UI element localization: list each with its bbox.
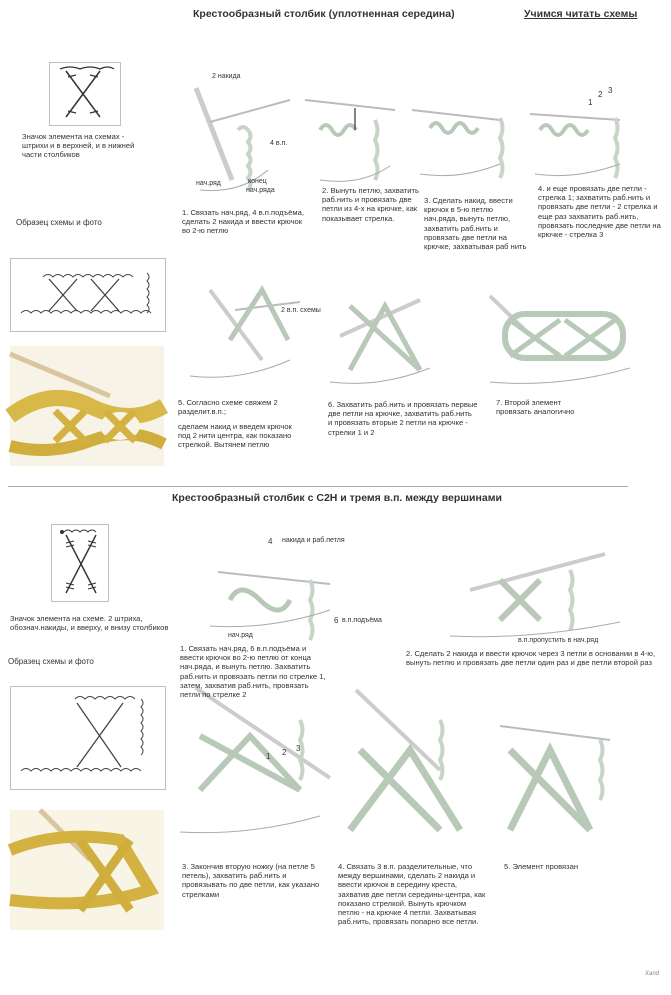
step-1-7: 7. Второй элемент провязать аналогично: [496, 398, 575, 417]
step-2-2: 2. Сделать 2 накида и ввести крючок через 3 петли в основании в 4-ю, вынуть петлю и провязать две петли один раз и две петли второй раз: [406, 649, 656, 668]
step-1-5b: сделаем накид и введем крючок под 2 нити центра, как показано стрелкой. Вытянем петлю: [178, 422, 292, 450]
step-1-2: 2. Вынуть петлю, захватить раб.нить и провязать две петли из 4-х на крючке, как показывает стрелка.: [322, 186, 419, 223]
label-skip-ch: в.п.пропустить в нач.ряд: [518, 637, 599, 644]
arrow-label-3: 3: [608, 86, 613, 95]
step-2-4: 4. Связать 3 в.п. разделительные, что между вершинами, сделать 2 накида и ввести крючок в середину креста, захватив две петли середины-центра, как показано стрелкой. Вынуть крючком петлю - на крючке 4 петли. Захватывая раб.нить, провязать попарно все петли.: [338, 862, 486, 927]
author-signature: Xand: [645, 971, 660, 977]
arrow-label-4: 4: [268, 537, 273, 546]
arrow-label-s2-3: 3: [296, 744, 301, 753]
arrow-label-s2-2: 2: [282, 748, 287, 757]
step-2-5: 5. Элемент провязан: [504, 862, 579, 871]
section1-title: Крестообразный столбик (уплотненная середина): [193, 8, 455, 20]
steps-illustrations-row1: [0, 70, 671, 270]
sample-caption-1: Образец схемы и фото: [16, 218, 102, 227]
sample-photo-1: [10, 346, 164, 466]
section-divider: [8, 486, 628, 487]
symbol-caption-2: Значок элемента на схеме. 2 штриха, обознач.накиды, и вверху, и внизу столбиков: [10, 614, 169, 633]
step-1-5: 5. Согласно схеме свяжем 2 разделит.в.п.;: [178, 398, 278, 417]
learn-schemes-link[interactable]: Учимся читать схемы: [524, 8, 638, 20]
step-2-1: 1. Связать нач.ряд, 6 в.п.подъёма и ввести крючок во 2-ю петлю от конца нач.ряда, и вынуть петлю. Захватить раб.нить и провязать петли по стрелке 1, затем, захватив раб.нить, провязать петли по стрелке 2: [180, 644, 326, 700]
arrow-label-6: 6: [334, 616, 339, 625]
label-two-ch-scheme: 2 в.п. схемы: [281, 307, 321, 314]
label-six-ch: в.п.подъёма: [342, 617, 382, 624]
step-1-1: 1. Связать нач.ряд, 4 в.п.подъёма, сделать 2 накида и ввести крючок во 2-ю петлю: [182, 208, 304, 236]
step-1-6: 6. Захватить раб.нить и провязать первые две петли на крючке, захватить раб.нить и провязать вторые 2 петли на крючке - стрелки 1 и 2: [328, 400, 478, 437]
step-2-3: 3. Закончив вторую ножку (на петле 5 петель), захватить раб.нить и провязывать по две петли, как указано стрелками: [182, 862, 320, 899]
steps-illustrations-row2: [0, 540, 671, 940]
sample-caption-2: Образец схемы и фото: [8, 657, 94, 666]
label-start-row: нач.ряд: [196, 180, 221, 187]
step-1-4: 4. и еще провязать две петли - стрелка 1; захватить раб.нить и провязать две петли - 2 стрелка и еще раз захватить раб.нить, провязать последние две петли на крючке - стрелка 3: [538, 184, 661, 240]
label-four-ch: 4 в.п.: [270, 140, 288, 147]
arrow-label-1: 1: [588, 98, 593, 107]
section2-title: Крестообразный столбик с С2Н и тремя в.п. между вершинами: [172, 492, 502, 504]
arrow-label-2: 2: [598, 90, 603, 99]
label-yarnover-loop: накида и раб.петля: [282, 537, 345, 544]
symbol-caption-1: Значок элемента на схемах - штрихи и в верхней, и в нижней части столбиков: [22, 132, 135, 160]
label-end: конец: [248, 178, 267, 185]
label-start-row-2: нач.ряда: [246, 187, 275, 194]
label-start-row-s2: нач.ряд: [228, 632, 253, 639]
step-1-3: 3. Сделать накид, ввести крючок в 5-ю петлю нач.ряда, вынуть петлю, захватить раб.нить и провязать две петли на крючке, захватывая раб нить: [424, 196, 527, 252]
arrow-label-s2-1: 1: [266, 752, 271, 761]
label-two-yarnovers: 2 накида: [212, 73, 241, 80]
